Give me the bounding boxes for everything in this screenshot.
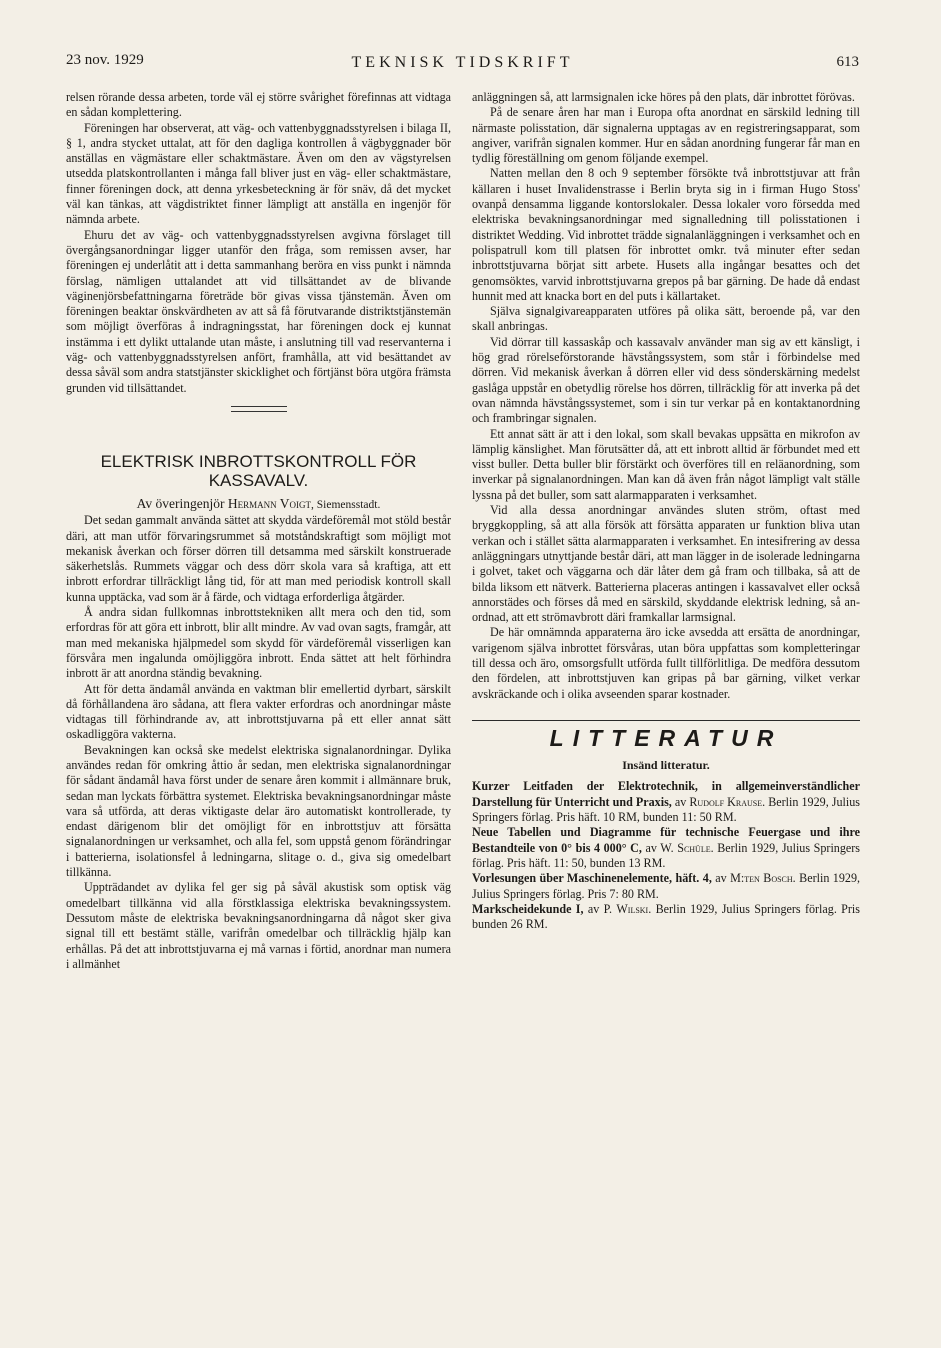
byline-place: , Siemensstadt. [311, 498, 381, 511]
author-prefix: av [671, 794, 690, 809]
book-details: . Berlin 1929, Julius Springers förlag. Pris häft. 11: 50, bunden 13 RM. [472, 840, 860, 870]
book-details: . Berlin 1929, Julius Springers förlag. Pris bunden 26 RM. [472, 901, 860, 932]
book-author: Rudolf Krause [689, 794, 763, 809]
book-author: ten Bosch [744, 871, 793, 886]
paragraph: Att för detta ändamål använda en vaktman blir emellertid dyrbart, särskilt då förhållandena äro sådana, att flera vakter erfordras och anordningar måste vidtagas till förhindrande av, att inbrottstjuvarna på ett eller annat sätt oskadliggöra vakterna. [66, 681, 451, 742]
paragraph: Bevakningen kan också ske medelst elektriska signalanordningar. Dylika användes redan för omkring åttio år sedan, men elektriska signalanordningar för sådant ändamål hava först under de senare åren kommit i allmännare bruk, sedan man lyckats förbättra systemet. Elektriska bevakningsanordningar måste vara så utförda, att deras viktigaste delar äro automatiskt kontrollerade, ty endast därigenom blir det omöjligt för en inbrottstjuv att försätta signalanordningen ur verksamhet, och alla fel, som uppstå genom förändringar i batterierna, isolationsfel å ledningarna, slitage o. d., giva sig omedelbart tillkänna. [66, 742, 451, 880]
book-author: Schüle [677, 840, 711, 855]
paragraph: anläggningen så, att larmsignalen icke höres på den plats, där inbrottet förövas. [472, 90, 855, 104]
author-prefix: av P. [583, 901, 617, 916]
book-details: . Berlin 1929, Julius Springers förlag. Pris häft. 10 RM, bunden 11: 50 RM. [472, 794, 861, 825]
paragraph: Vid alla dessa anordningar användes sluten ström, oftast med bryggkoppling, så att alla försök att försätta apparaten ur funktion bliva utan verkan och i stället sätta alarmapparaten i verksamhet. En intesifrering av dessa anläggningars utnyttjande består däri, att man lägger in de isolerade ledningarna i golvet, taket och väggarna och där låter dem gå fram och tillbaka, så att de bilda liksom ett nätverk. Batterierna placeras antingen i kassavalvet eller också annorstädes och förses då med en särskild, skyddande elektrisk ledning, så anordnad, att ett strömavbrott däri framkallar larmsignal. [472, 503, 860, 625]
literature-entry [472, 779, 860, 825]
paragraph: relsen rörande dessa arbeten, torde väl ej större svårighet förefinnas att vidtaga en sådan komplettering. [66, 90, 451, 120]
article-byline [66, 496, 451, 513]
paragraph: Det sedan gammalt använda sättet att skydda värdeföremål mot stöld består däri, att man utför förvaringsrummet så motståndskraftigt som möjligt mot mekanisk åverkan och förser dörren till detsamma med särskilt konstruerade säkerhetslås. Rummets väggar och dess dörr skola vara så kraftiga, att ett inbrott erfordrar tillräckligt lång tid, för att man med periodisk kontroll skall kunna upptäcka, vad som är å färde, och vidtaga erforderliga åtgärder. [66, 513, 451, 604]
right-column [472, 90, 860, 932]
paragraph: Föreningen har observerat, att väg- och vattenbyggnadsstyrelsen i bilaga II, § 1, andra stycket uttalat, att för den dagliga kontrollen å vägbyggnader bör anställas en vägmästare eller schaktmästare. Även om den av vägstyrelsen utsedda platskontrollanten i många fall bliver just en väg- eller schaktmästare, finner föreningen dock, att denna yrkesbeteckning är för snäv, då det mycket väl kan tänkas, att vägdistriktet finner lämpligt att anställa en ingenjör för nämnda arbete. [66, 120, 451, 227]
book-details: . Berlin 1929, Julius Springers förlag. Pris 7: 80 RM. [472, 871, 861, 901]
paragraph: Ett annat sätt är att i den lokal, som skall bevakas uppsätta en mikrofon av lämplig känslighet. Man förutsätter då, att ett inbrott alltid är förbundet med ett visst buller. Detta buller blir förstärkt och överföres till en reläanordning, som inverkar på signalanordningen. Man kan då även från något lämpligt valt ställe lyssna på det buller, som satt alarmapparaten i verksamhet. [472, 426, 860, 502]
byline-author: Hermann Voigt [227, 495, 312, 511]
book-title: Neue Tabellen und Diagramme für technische Feuergase und ihre Bestandteile von 0° bis 4 000° C, [472, 825, 860, 855]
literature-entry [472, 825, 860, 871]
book-author: Wilski [616, 901, 649, 916]
literature-entry [472, 902, 860, 933]
paragraph: De här omnämnda apparaterna äro icke avsedda att ersätta de anordningar, varigenom själva inbrottet försvåras, utan böra uppfattas som kompletteringar till dessa och äro, omsorgsfullt utförda fullt tillförlitliga. De medföra dessutom den fördelen, att inbrottstjuven kan gripas på bar gärning, vilket verkar avskräckande och i olika avseenden sparar kostnader. [472, 625, 860, 701]
paragraph: Själva signalgivareapparaten utföres på olika sätt, beroende på, var den skall anbringas. [472, 304, 860, 334]
book-title: Markscheidekunde I, [472, 901, 584, 916]
journal-title: TEKNISK TIDSKRIFT [351, 54, 574, 71]
left-column [66, 90, 451, 972]
book-title: Kurzer Leitfaden der Elektrotechnik, in allgemeinverständlicher Darstellung für Unterricht und Praxis, [472, 779, 860, 809]
literature-section [472, 720, 860, 933]
paragraph: Vid dörrar till kassaskåp och kassavalv använder man sig av ett känsligt, i hög grad rörelseförstorande hävstångssystem, som står i förbindelse med dörren. Vid mekanisk åverkan å dörren eller vid dess sönderskärning medelst gaslåga uppstår en obetydlig rörelse hos dörren, tillräcklig för att inverka på det ovan nämnda hävstångssystemet, som i sin tur verkar på en kontaktanordning och frambringar signalen. [472, 334, 860, 426]
section-divider [231, 406, 287, 412]
article-title: ELEKTRISK INBROTTSKONTROLL FÖR KASSAVALV. [100, 451, 417, 490]
book-title: Vorlesungen über Maschinenelemente, häft. 4, [472, 871, 712, 886]
literature-subheading: Insänd litteratur. [622, 758, 710, 773]
author-prefix: av M: [711, 871, 745, 886]
page-number: 613 [836, 54, 859, 70]
issue-date: 23 nov. 1929 [66, 52, 144, 68]
literature-heading: LITTERATUR [549, 724, 783, 751]
page-header [66, 52, 859, 78]
author-prefix: av W. [641, 840, 678, 855]
paragraph: Å andra sidan fullkomnas inbrottstekniken allt mera och den tid, som erfordras för att göra ett inbrott, blir allt mindre. Av vad ovan sagts, framgår, att man med mekaniska hjälpmedel som skydd för värdeföremål visserligen kan försvåra men ingalunda omöjliggöra inbrott. Enda sättet att helt förhindra inbrott är att anordna ständig bevakning. [66, 605, 451, 681]
paragraph: På de senare åren har man i Europa ofta anordnat en särskild ledning till närmaste polisstation, där signalerna upptagas av en registreringsapparat, som angiver, varifrån signalen kommer. Hur en sådan anordning fungerar får man en tydlig föreställning om genom följande exempel. [472, 105, 860, 166]
paragraph: Natten mellan den 8 och 9 september försökte två inbrottstjuvar att från källaren i huset Invalidenstrasse i Berlin bryta sig in i firman Hugo Stoss' ovanpå densamma liggande kontorslokaler. Dessa lokaler voro försedda med elektriska bevakningsanordningar med signalledning till polisstationen i distriktet Wedding. Vid inbrottet trädde signalanläggningen i verksamhet och en polispatrull kom till platsen för inbrottet omkr. två minuter efter sedan inbrottstjuvarna börjat sitt arbete. Husets alla ingångar besattes och det genomsöktes, varvid inbrottstjuvarna grepos på bar gärning. De hade då endast hunnit med att knacka bort en del puts i källartaket. [472, 166, 860, 303]
byline-prefix: Av överingenjör [136, 495, 225, 511]
literature-entry [472, 871, 860, 902]
paragraph: Uppträdandet av dylika fel ger sig på såväl akustisk som optisk väg omedelbart tillkänna vid alla förstklassiga elektriska bevakningssystem. Dessutom måste de elektriska bevakningsanordningarna då något sker giva signal till ett bestämt ställe, varifrån omedelbar och tillräcklig hjälp kan erhållas. På det att inbrottstjuvarna ej må varnas i förtid, anordnar man numera i allmänhet [66, 880, 451, 971]
paragraph: Ehuru det av väg- och vattenbyggnadsstyrelsen avgivna förslaget till övergångsanordningar ligger utanför den fråga, som remissen avser, har föreningen ej underlåtit att i detta sammanhang beröra en viss punkt i nämnda förslag, nämligen uttalandet att vid tillsättandet av de blivande väginenjörsbefattningarna företräde bör givas vissa tjänstemän. Även om föreningen beaktar önskvärdheten av att så få förutvarande distriktstjänstemän som möjligt överföras å indragningsstat, har föreningen dock ej kunnat instämma i ett dylikt uttalande utan måste, i anslutning till vad reservanterna i väg- och vattenbyggnadsstyrelsen anfört, framhålla, att vid besättandet av dessa såväl som andra statstjänster skicklighet och förtjänst böra utgöra främsta grunden vid tillsättandet. [66, 227, 451, 395]
